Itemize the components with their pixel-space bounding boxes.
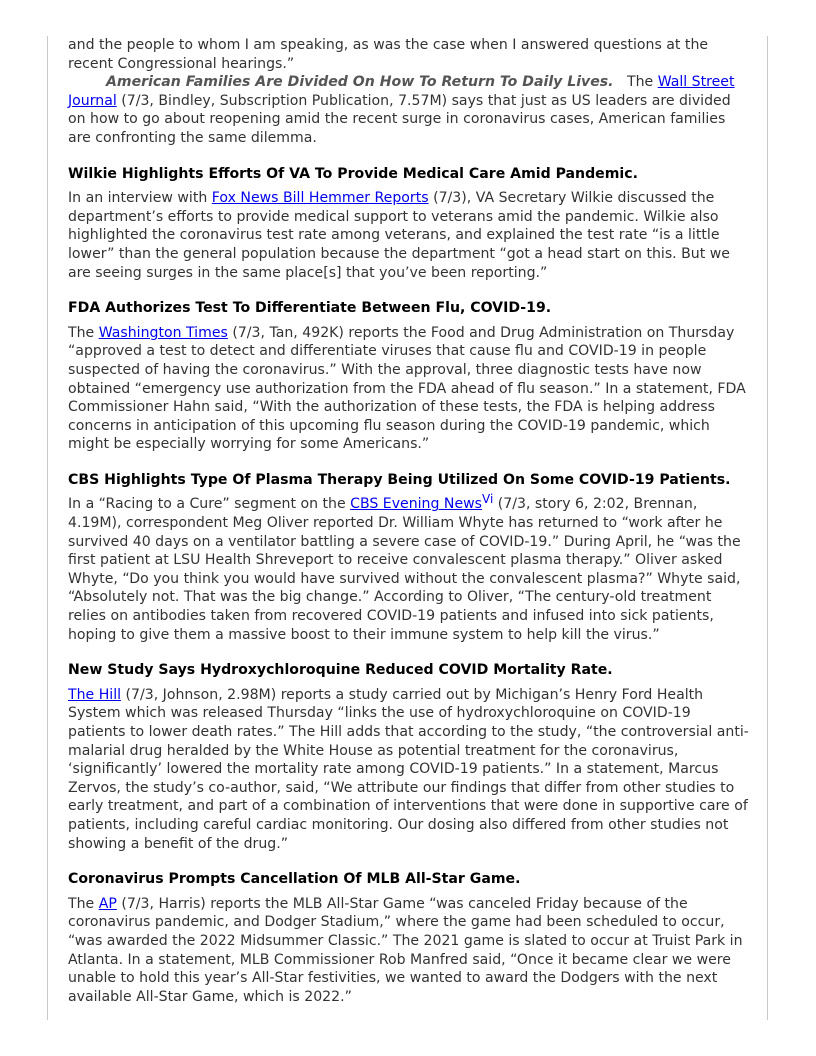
- families-body: (7/3, Bindley, Subscription Publication, 7.57M) says that just as US leaders are divided on how to go about reopening amid the recent surge in coronavirus cases, American families are confronting the same dilemma.: [68, 92, 731, 146]
- the-hill-link[interactable]: The Hill: [68, 686, 122, 703]
- wall-street-journal-link[interactable]: Wall Street Journal: [68, 74, 735, 109]
- headline-mlb-allstar: Coronavirus Prompts Cancellation Of MLB All-Star Game.: [68, 871, 521, 888]
- story-body: (7/3, story 6, 2:02, Brennan, 4.19M), correspondent Meg Oliver reported Dr. William Whyte has returned to “work after he survived 40 days on a ventilator battling a severe case of COVID-19.” During April, he “was the first patient at LSU Health Shreveport to receive convalescent plasma therapy.” Oliver asked Whyte, “Do you think you would have survived without the convalescent plasma?” Whyte said, “Absolutely not. That was the big change.” According to Oliver, “The century-old treatment relies on antibodies taken from recovered COVID-19 patients and infused into sick patients, hoping to give them a massive boost to their immune system to help kill the virus.”: [68, 496, 741, 643]
- story-pre: The: [68, 324, 99, 341]
- left-margin-rule: [47, 36, 48, 1020]
- story-body: (7/3, Johnson, 2.98M) reports a study carried out by Michigan’s Henry Ford Health System which was released Thursday “links the use of hydroxychloroquine on COVID-19 patients to lower death rates.” The Hill adds that according to the study, “the controversial anti-malarial drug heralded by the White House as potential treatment for the coronavirus, ‘significantly’ lowered the mortality rate among COVID-19 patients.” In a statement, Marcus Zervos, the study’s co-author, said, “We attribute our findings that differ from other studies to early treatment, and part of a combination of interventions that were done in supportive care of patients, including careful cardiac monitoring. Our dosing also differed from other studies not showing a benefit of the drug.”: [68, 686, 749, 852]
- headline-cbs-plasma: CBS Highlights Type Of Plasma Therapy Being Utilized On Some COVID-19 Patients.: [68, 471, 731, 488]
- story-pre: In an interview with: [68, 190, 212, 207]
- story-mlb-allstar: [68, 895, 752, 1007]
- families-lead: American Families Are Divided On How To Return To Daily Lives.: [106, 74, 614, 91]
- cbs-evening-news-link[interactable]: CBS Evening News: [350, 496, 483, 513]
- story-body: (7/3), VA Secretary Wilkie discussed the department’s efforts to provide medical support to veterans amid the pandemic. Wilkie also highlighted the coronavirus test rate among veterans, and explained the test rate “is a little lower” than the general population because the department “got a head start on this. But we are seeing surges in the same place[s] that you’ve been reporting.”: [68, 190, 730, 281]
- story-fda-test: [68, 324, 752, 454]
- right-margin-rule: [767, 36, 768, 1020]
- story-hcq-study: [68, 686, 752, 853]
- story-cbs-plasma: [68, 492, 752, 644]
- story-pre: In a “Racing to a Cure” segment on the: [68, 496, 351, 513]
- fox-news-link[interactable]: Fox News Bill Hemmer Reports: [211, 190, 429, 207]
- washington-times-link[interactable]: Washington Times: [98, 324, 228, 341]
- families-paragraph: [68, 73, 752, 147]
- story-body: (7/3, Tan, 492K) reports the Food and Drug Administration on Thursday “approved a test to detect and differentiate viruses that cause flu and COVID-19 in people suspected of having the coronavirus.” With the approval, three diagnostic tests have now obtained “emergency use authorization from the FDA ahead of flu season.” In a statement, FDA Commissioner Hahn said, “With the authorization of these tests, the FDA is helping address concerns in anticipation of this upcoming flu season during the COVID-19 pandemic, which might be especially worrying for some Americans.”: [68, 324, 746, 453]
- story-va-wilkie: [68, 189, 752, 282]
- headline-fda-test: FDA Authorizes Test To Differentiate Between Flu, COVID-19.: [68, 300, 552, 317]
- continued-paragraph: and the people to whom I am speaking, as was the case when I answered questions at the recent Congressional hearings.”: [68, 37, 709, 72]
- ap-link[interactable]: AP: [98, 895, 117, 912]
- story-body: (7/3, Harris) reports the MLB All-Star Game “was canceled Friday because of the coronavirus pandemic, and Dodger Stadium,” where the game had been scheduled to occur, “was awarded the 2022 Midsummer Classic.” The 2021 game is slated to occur at Truist Park in Atlanta. In a statement, MLB Commissioner Rob Manfred said, “Once it became clear we were unable to hold this year’s All-Star festivities, we wanted to award the Dodgers with the next available All-Star Game, which is 2022.”: [68, 895, 743, 1005]
- video-marker[interactable]: Vi: [482, 492, 494, 507]
- story-pre: The: [68, 895, 99, 912]
- families-pre: The: [627, 74, 658, 91]
- headline-hcq-study: New Study Says Hydroxychloroquine Reduced COVID Mortality Rate.: [68, 662, 613, 679]
- headline-va-wilkie: Wilkie Highlights Efforts Of VA To Provide Medical Care Amid Pandemic.: [68, 165, 638, 182]
- newsletter-content: [68, 36, 752, 1006]
